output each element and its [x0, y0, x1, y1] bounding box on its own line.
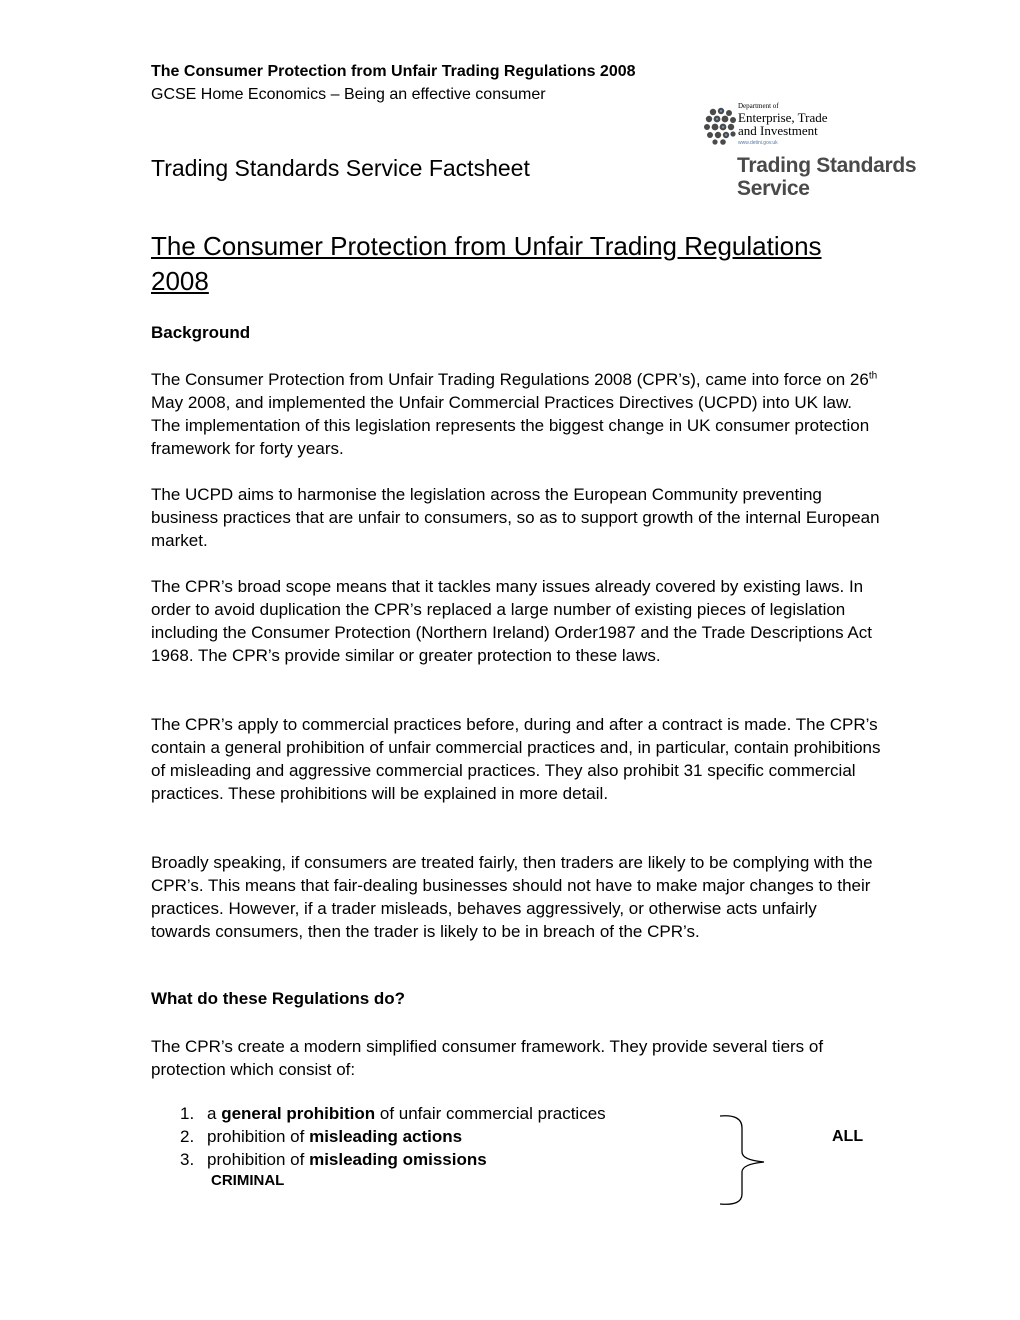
dots-cluster-icon: [703, 106, 739, 146]
paragraph-4: The CPR’s apply to commercial practices before, during and after a contract is made. The CPR’s contain a general prohibition of unfair commercial practices and, in particular, contain prohibitions of misleading and aggressive commercial practices. They also prohibit 31 specific commercial practices. These prohibitions will be explained in more detail.: [151, 715, 881, 803]
paragraph-3: The CPR’s broad scope means that it tackles many issues already covered by existing laws. In order to avoid duplication the CPR’s replaced a large number of existing pieces of legislation including the Consumer Protection (Northern Ireland) Order1987 and the Trade Descriptions Act 1968. The CPR’s provide similar or greater protection to these laws.: [151, 577, 872, 665]
service-line1: Trading Standards: [737, 154, 917, 177]
service-line2: Service: [737, 177, 810, 200]
list-item: [180, 1125, 606, 1148]
list-number: 1.: [180, 1104, 195, 1123]
logo-dept-small: Department of: [738, 102, 779, 110]
logo-dept-line1: Enterprise, Trade: [738, 110, 828, 125]
list-text-pre: a: [207, 1104, 222, 1123]
regulations-heading: What do these Regulations do?: [151, 989, 406, 1008]
paragraph-5: Broadly speaking, if consumers are treated fairly, then traders are likely to be complying with the CPR’s. This means that fair-dealing businesses should not have to make major changes to their practices. However, if a trader misleads, behaves aggressively, or otherwise acts unfairly towards consumers, then the trader is likely to be in breach of the CPR’s.: [151, 853, 873, 941]
paragraph-1-sup: th: [868, 370, 878, 382]
list-text-pre: prohibition of: [207, 1150, 310, 1169]
factsheet-label: Trading Standards Service Factsheet: [151, 155, 530, 181]
department-logo: [700, 102, 930, 152]
list-text-post: of unfair commercial practices: [375, 1104, 606, 1123]
paragraph-1-a: The Consumer Protection from Unfair Trading Regulations 2008 (CPR’s), came into force on 26: [151, 370, 869, 389]
header-title: The Consumer Protection from Unfair Trading Regulations 2008: [151, 63, 636, 80]
list-text-bold: misleading actions: [309, 1127, 463, 1146]
document-title: The Consumer Protection from Unfair Trading Regulations 2008: [151, 231, 822, 296]
trading-standards-logo: [737, 154, 916, 200]
protection-list: [180, 1102, 606, 1171]
header-subtitle: GCSE Home Economics – Being an effective consumer: [151, 86, 546, 103]
logo-web: www.detini.gov.uk: [738, 140, 778, 146]
list-number: 3.: [180, 1150, 195, 1169]
all-label: ALL: [832, 1128, 864, 1145]
list-text-pre: prohibition of: [207, 1127, 310, 1146]
list-text-bold: general prohibition: [221, 1104, 376, 1123]
curly-brace-icon: [716, 1112, 772, 1208]
list-item: [180, 1148, 606, 1171]
paragraph-2: The UCPD aims to harmonise the legislation across the European Community preventing business practices that are unfair to consumers, so as to support growth of the internal European market.: [151, 485, 880, 550]
list-number: 2.: [180, 1127, 195, 1146]
list-item: [180, 1102, 606, 1125]
paragraph-6: The CPR’s create a modern simplified consumer framework. They provide several tiers of protection which consist of:: [151, 1037, 824, 1079]
logo-dept-line2: and Investment: [738, 123, 818, 138]
background-heading: Background: [151, 323, 251, 342]
list-text-bold: misleading omissions: [309, 1150, 487, 1169]
paragraph-1-b: May 2008, and implemented the Unfair Commercial Practices Directives (UCPD) into UK law. The implementation of this legislation represents the biggest change in UK consumer protection framework for forty years.: [151, 393, 870, 458]
paragraph-1: [151, 368, 881, 460]
criminal-label: CRIMINAL: [211, 1172, 285, 1189]
